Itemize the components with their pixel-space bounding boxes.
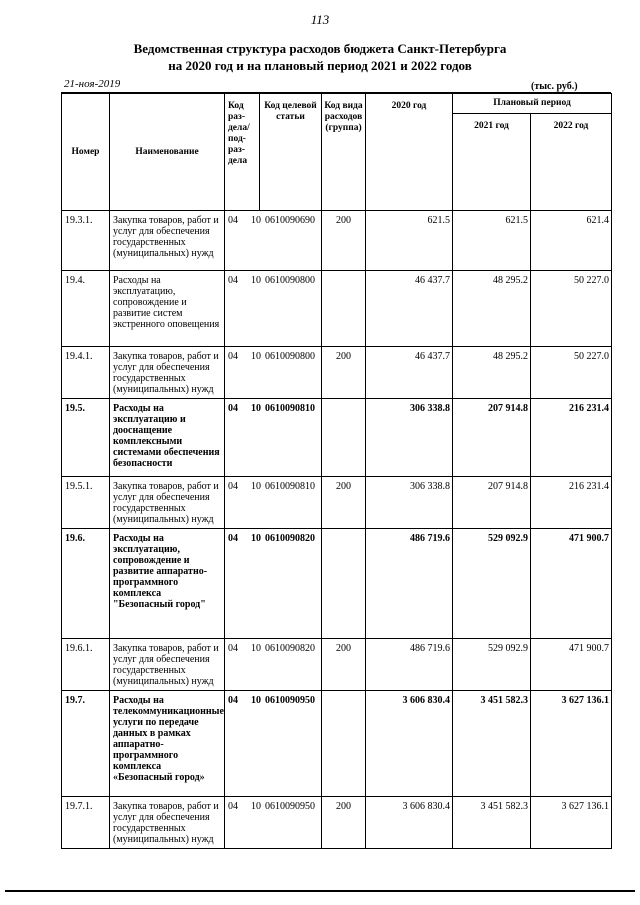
row-number: 19.4. bbox=[62, 271, 110, 347]
row-subsection: 10 bbox=[251, 695, 261, 706]
row-amount-2022: 50 227.0 bbox=[531, 271, 612, 347]
row-section: 04 bbox=[228, 215, 238, 226]
header-year-2021: 2021 год bbox=[453, 114, 531, 211]
row-subsection: 10 bbox=[251, 481, 261, 492]
header-name: Наименование bbox=[110, 94, 225, 211]
row-codes bbox=[225, 347, 322, 399]
table-row bbox=[62, 529, 612, 639]
row-amount-2022: 471 900.7 bbox=[531, 529, 612, 639]
row-number: 19.6.1. bbox=[62, 639, 110, 691]
row-subsection: 10 bbox=[251, 533, 261, 544]
row-amount-2020: 621.5 bbox=[366, 211, 453, 271]
row-name: Закупка товаров, работ и услуг для обеспечения государственных (муниципальных) нужд bbox=[110, 797, 225, 849]
row-name: Расходы на эксплуатацию и дооснащение комплексными системами обеспечения безопасности bbox=[110, 399, 225, 477]
row-amount-2022: 216 231.4 bbox=[531, 399, 612, 477]
row-expense-type bbox=[322, 529, 366, 639]
row-target-code: 0610090810 bbox=[265, 481, 315, 492]
row-codes bbox=[225, 399, 322, 477]
header-planned-period: Плановый период bbox=[453, 94, 612, 114]
row-subsection: 10 bbox=[251, 215, 261, 226]
row-subsection: 10 bbox=[251, 403, 261, 414]
row-amount-2020: 3 606 830.4 bbox=[366, 797, 453, 849]
row-amount-2020: 306 338.8 bbox=[366, 477, 453, 529]
page-number: 113 bbox=[310, 12, 330, 27]
row-amount-2021: 207 914.8 bbox=[453, 477, 531, 529]
header-year-2022: 2022 год bbox=[531, 114, 612, 211]
title-line-1: Ведомственная структура расходов бюджета Санкт-Петербурга bbox=[133, 41, 507, 56]
row-expense-type: 200 bbox=[322, 211, 366, 271]
row-amount-2022: 621.4 bbox=[531, 211, 612, 271]
budget-table bbox=[61, 93, 612, 849]
row-codes bbox=[225, 797, 322, 849]
row-codes bbox=[225, 691, 322, 797]
row-number: 19.7.1. bbox=[62, 797, 110, 849]
units-label: (тыс. руб.) bbox=[531, 81, 578, 92]
row-section: 04 bbox=[228, 351, 238, 362]
row-subsection: 10 bbox=[251, 351, 261, 362]
table-header bbox=[62, 94, 612, 211]
row-name: Расходы на телекоммуникационные услуги по передаче данных в рамках аппаратно-программного комплекса «Безопасный город» bbox=[110, 691, 225, 797]
title-line-2: на 2020 год и на плановый период 2021 и 2022 годов bbox=[168, 58, 472, 73]
row-number: 19.7. bbox=[62, 691, 110, 797]
row-amount-2020: 46 437.7 bbox=[366, 347, 453, 399]
table-row bbox=[62, 347, 612, 399]
row-amount-2021: 48 295.2 bbox=[453, 271, 531, 347]
row-amount-2021: 3 451 582.3 bbox=[453, 691, 531, 797]
table-row bbox=[62, 399, 612, 477]
header-number: Номер bbox=[62, 94, 110, 211]
row-amount-2020: 3 606 830.4 bbox=[366, 691, 453, 797]
row-name: Закупка товаров, работ и услуг для обеспечения государственных (муниципальных) нужд bbox=[110, 639, 225, 691]
row-amount-2020: 486 719.6 bbox=[366, 639, 453, 691]
row-amount-2021: 529 092.9 bbox=[453, 529, 531, 639]
row-subsection: 10 bbox=[251, 801, 261, 812]
row-expense-type bbox=[322, 271, 366, 347]
row-subsection: 10 bbox=[251, 275, 261, 286]
header-year-2020: 2020 год bbox=[366, 94, 453, 211]
row-amount-2021: 3 451 582.3 bbox=[453, 797, 531, 849]
row-expense-type: 200 bbox=[322, 797, 366, 849]
row-amount-2021: 621.5 bbox=[453, 211, 531, 271]
row-number: 19.6. bbox=[62, 529, 110, 639]
row-expense-type: 200 bbox=[322, 347, 366, 399]
row-section: 04 bbox=[228, 695, 238, 706]
row-target-code: 0610090820 bbox=[265, 533, 315, 544]
row-amount-2022: 3 627 136.1 bbox=[531, 691, 612, 797]
row-amount-2022: 216 231.4 bbox=[531, 477, 612, 529]
table-row bbox=[62, 477, 612, 529]
row-number: 19.5. bbox=[62, 399, 110, 477]
header-section-code: Код раз-дела/ под-раз-дела bbox=[225, 94, 260, 211]
row-section: 04 bbox=[228, 481, 238, 492]
row-section: 04 bbox=[228, 643, 238, 654]
row-amount-2020: 46 437.7 bbox=[366, 271, 453, 347]
row-amount-2022: 3 627 136.1 bbox=[531, 797, 612, 849]
row-amount-2021: 48 295.2 bbox=[453, 347, 531, 399]
row-amount-2020: 486 719.6 bbox=[366, 529, 453, 639]
row-amount-2020: 306 338.8 bbox=[366, 399, 453, 477]
bottom-rule bbox=[5, 890, 635, 892]
table-row bbox=[62, 271, 612, 347]
table-row bbox=[62, 797, 612, 849]
row-expense-type bbox=[322, 399, 366, 477]
row-target-code: 0610090950 bbox=[265, 695, 315, 706]
row-target-code: 0610090800 bbox=[265, 275, 315, 286]
row-section: 04 bbox=[228, 403, 238, 414]
row-subsection: 10 bbox=[251, 643, 261, 654]
row-codes bbox=[225, 477, 322, 529]
row-name: Расходы на эксплуатацию, сопровождение и развитие аппаратно-программного комплекса "Безопасный город" bbox=[110, 529, 225, 639]
row-section: 04 bbox=[228, 801, 238, 812]
row-codes bbox=[225, 639, 322, 691]
row-target-code: 0610090820 bbox=[265, 643, 315, 654]
row-expense-type bbox=[322, 691, 366, 797]
row-number: 19.5.1. bbox=[62, 477, 110, 529]
row-section: 04 bbox=[228, 275, 238, 286]
document-title bbox=[0, 40, 640, 74]
row-section: 04 bbox=[228, 533, 238, 544]
row-target-code: 0610090950 bbox=[265, 801, 315, 812]
row-number: 19.3.1. bbox=[62, 211, 110, 271]
row-target-code: 0610090690 bbox=[265, 215, 315, 226]
row-codes bbox=[225, 529, 322, 639]
row-expense-type: 200 bbox=[322, 639, 366, 691]
table-row bbox=[62, 691, 612, 797]
row-number: 19.4.1. bbox=[62, 347, 110, 399]
row-amount-2021: 529 092.9 bbox=[453, 639, 531, 691]
row-codes bbox=[225, 211, 322, 271]
row-name: Закупка товаров, работ и услуг для обеспечения государственных (муниципальных) нужд bbox=[110, 211, 225, 271]
table-body bbox=[62, 211, 612, 849]
row-name: Расходы на эксплуатацию, сопровождение и развитие систем экстренного оповещения bbox=[110, 271, 225, 347]
row-expense-type: 200 bbox=[322, 477, 366, 529]
row-amount-2022: 471 900.7 bbox=[531, 639, 612, 691]
row-target-code: 0610090810 bbox=[265, 403, 315, 414]
table-row bbox=[62, 639, 612, 691]
header-target-code: Код целевой статьи bbox=[260, 94, 322, 211]
table-row bbox=[62, 211, 612, 271]
row-target-code: 0610090800 bbox=[265, 351, 315, 362]
row-codes bbox=[225, 271, 322, 347]
row-name: Закупка товаров, работ и услуг для обеспечения государственных (муниципальных) нужд bbox=[110, 347, 225, 399]
row-name: Закупка товаров, работ и услуг для обеспечения государственных (муниципальных) нужд bbox=[110, 477, 225, 529]
row-amount-2021: 207 914.8 bbox=[453, 399, 531, 477]
row-amount-2022: 50 227.0 bbox=[531, 347, 612, 399]
report-date: 21-ноя-2019 bbox=[64, 78, 121, 90]
header-expense-type: Код вида расходов (группа) bbox=[322, 94, 366, 211]
